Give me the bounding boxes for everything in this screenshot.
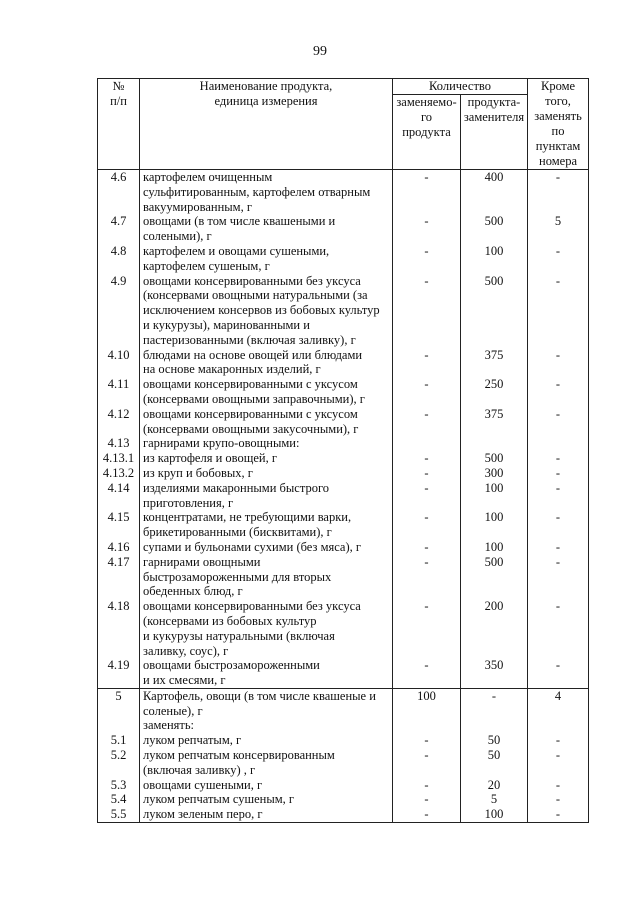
row-number: 5.4	[98, 792, 140, 807]
table-row	[98, 436, 589, 451]
substitute-amount: 350	[461, 658, 528, 688]
table-row	[98, 451, 589, 466]
col-header-num: № п/п	[98, 79, 140, 170]
table-row	[98, 377, 589, 407]
table-row	[98, 599, 589, 658]
row-number: 5	[98, 688, 140, 718]
product-name: овощами (в том числе квашеными и солеными), г	[140, 214, 393, 244]
row-number: 4.13.1	[98, 451, 140, 466]
col-header-substitute: продукта- заменителя	[461, 95, 528, 170]
row-number: 4.12	[98, 407, 140, 437]
row-number: 4.10	[98, 348, 140, 378]
row-number: 4.9	[98, 274, 140, 348]
substitute-amount: 400	[461, 170, 528, 215]
product-name: луком репчатым, г	[140, 733, 393, 748]
col-header-name: Наименование продукта, единица измерения	[140, 79, 393, 170]
substitute-amount: 100	[461, 807, 528, 822]
table-row	[98, 214, 589, 244]
table-row	[98, 481, 589, 511]
product-name: овощами сушеными, г	[140, 778, 393, 793]
product-name: овощами консервированными с уксусом (консервами овощными заправочными), г	[140, 377, 393, 407]
product-name: супами и бульонами сухими (без мяса), г	[140, 540, 393, 555]
replaced-amount: -	[393, 170, 461, 215]
row-number: 5.1	[98, 733, 140, 748]
row-number: 4.8	[98, 244, 140, 274]
row-number: 5.3	[98, 778, 140, 793]
table-row	[98, 718, 589, 733]
table-row	[98, 778, 589, 793]
row-number: 4.6	[98, 170, 140, 215]
row-number: 4.15	[98, 510, 140, 540]
replaced-amount: -	[393, 481, 461, 511]
table-row	[98, 555, 589, 599]
row-number: 4.16	[98, 540, 140, 555]
substitute-amount: 200	[461, 599, 528, 658]
replaced-amount: -	[393, 214, 461, 244]
substitute-amount	[461, 436, 528, 451]
table-row	[98, 688, 589, 718]
product-name: из круп и бобовых, г	[140, 466, 393, 481]
table-row	[98, 407, 589, 437]
except-items: -	[528, 451, 589, 466]
substitute-amount: 500	[461, 214, 528, 244]
row-number: 4.17	[98, 555, 140, 599]
substitute-amount: 500	[461, 274, 528, 348]
except-items: -	[528, 733, 589, 748]
except-items: -	[528, 274, 589, 348]
substitute-amount: 20	[461, 778, 528, 793]
row-number: 4.13	[98, 436, 140, 451]
product-name: Картофель, овощи (в том числе квашеные и соленые), г	[140, 688, 393, 718]
product-name: луком репчатым сушеным, г	[140, 792, 393, 807]
except-items	[528, 718, 589, 733]
except-items: -	[528, 792, 589, 807]
product-name: блюдами на основе овощей или блюдами на основе макаронных изделий, г	[140, 348, 393, 378]
row-number: 4.13.2	[98, 466, 140, 481]
row-number: 4.19	[98, 658, 140, 688]
substitute-amount: 50	[461, 748, 528, 778]
replaced-amount: -	[393, 466, 461, 481]
replaced-amount: -	[393, 555, 461, 599]
except-items: -	[528, 407, 589, 437]
product-name: изделиями макаронными быстрого приготовления, г	[140, 481, 393, 511]
substitute-amount: 50	[461, 733, 528, 748]
replaced-amount: -	[393, 778, 461, 793]
table-row	[98, 274, 589, 348]
replaced-amount: -	[393, 599, 461, 658]
page-number: 99	[313, 44, 327, 59]
replaced-amount: -	[393, 510, 461, 540]
substitute-amount: 500	[461, 555, 528, 599]
row-number: 5.2	[98, 748, 140, 778]
substitute-amount: 500	[461, 451, 528, 466]
table-row	[98, 510, 589, 540]
replaced-amount: -	[393, 792, 461, 807]
product-name: овощами быстрозамороженными и их смесями, г	[140, 658, 393, 688]
replaced-amount: -	[393, 658, 461, 688]
except-items	[528, 436, 589, 451]
replaced-amount: -	[393, 377, 461, 407]
table-row	[98, 244, 589, 274]
product-name: овощами консервированными с уксусом (консервами овощными закусочными), г	[140, 407, 393, 437]
substitute-amount: 100	[461, 510, 528, 540]
replaced-amount: 100	[393, 688, 461, 718]
replaced-amount: -	[393, 451, 461, 466]
table-row	[98, 348, 589, 378]
table-body	[98, 170, 589, 823]
replaced-amount: -	[393, 807, 461, 822]
replaced-amount: -	[393, 748, 461, 778]
product-name: концентратами, не требующими варки, брикетированными (бисквитами), г	[140, 510, 393, 540]
product-name: овощами консервированными без уксуса (консервами овощными натуральными (за исключением консервов из бобовых культур и кукурузы), маринованными и пастеризованными (включая заливку), г	[140, 274, 393, 348]
substitute-amount: 5	[461, 792, 528, 807]
product-name: заменять:	[140, 718, 393, 733]
replaced-amount: -	[393, 540, 461, 555]
replaced-amount: -	[393, 244, 461, 274]
except-items: -	[528, 348, 589, 378]
col-header-quantity: Количество	[393, 79, 528, 95]
except-items: 5	[528, 214, 589, 244]
replaced-amount: -	[393, 733, 461, 748]
product-name: картофелем очищенным сульфитированным, картофелем отварным вакуумированным, г	[140, 170, 393, 215]
product-name: картофелем и овощами сушеными, картофелем сушеным, г	[140, 244, 393, 274]
substitute-amount: 300	[461, 466, 528, 481]
substitute-amount: 100	[461, 540, 528, 555]
except-items: -	[528, 481, 589, 511]
product-name: гарнирами крупо-овощными:	[140, 436, 393, 451]
except-items: -	[528, 778, 589, 793]
col-header-replaced: заменяемо- го продукта	[393, 95, 461, 170]
table-row	[98, 733, 589, 748]
except-items: -	[528, 510, 589, 540]
except-items: -	[528, 555, 589, 599]
except-items: -	[528, 540, 589, 555]
product-name: луком репчатым консервированным (включая заливку) , г	[140, 748, 393, 778]
substitute-amount: 375	[461, 348, 528, 378]
table-row	[98, 658, 589, 688]
row-number: 4.7	[98, 214, 140, 244]
substitute-amount: -	[461, 688, 528, 718]
substitute-amount: 100	[461, 244, 528, 274]
row-number: 5.5	[98, 807, 140, 822]
except-items: -	[528, 807, 589, 822]
except-items: 4	[528, 688, 589, 718]
except-items: -	[528, 599, 589, 658]
except-items: -	[528, 244, 589, 274]
table-row	[98, 466, 589, 481]
row-number: 4.14	[98, 481, 140, 511]
replaced-amount: -	[393, 407, 461, 437]
except-items: -	[528, 170, 589, 215]
row-number: 4.11	[98, 377, 140, 407]
col-header-except: Кроме того, заменять по пунктам номера	[528, 79, 589, 170]
table-row	[98, 540, 589, 555]
substitution-table	[97, 78, 589, 823]
substitute-amount: 250	[461, 377, 528, 407]
product-name: гарнирами овощными быстрозамороженными для вторых обеденных блюд, г	[140, 555, 393, 599]
row-number: 4.18	[98, 599, 140, 658]
except-items: -	[528, 658, 589, 688]
except-items: -	[528, 377, 589, 407]
except-items: -	[528, 466, 589, 481]
product-name: овощами консервированными без уксуса (консервами из бобовых культур и кукурузы натуральными (включая заливку, соус), г	[140, 599, 393, 658]
table-row	[98, 792, 589, 807]
row-number	[98, 718, 140, 733]
replaced-amount: -	[393, 274, 461, 348]
table-row	[98, 748, 589, 778]
replaced-amount	[393, 718, 461, 733]
replaced-amount: -	[393, 348, 461, 378]
replaced-amount	[393, 436, 461, 451]
table-row	[98, 807, 589, 822]
substitute-amount	[461, 718, 528, 733]
product-name: из картофеля и овощей, г	[140, 451, 393, 466]
substitute-amount: 100	[461, 481, 528, 511]
product-name: луком зеленым перо, г	[140, 807, 393, 822]
table-row	[98, 170, 589, 215]
except-items: -	[528, 748, 589, 778]
substitute-amount: 375	[461, 407, 528, 437]
